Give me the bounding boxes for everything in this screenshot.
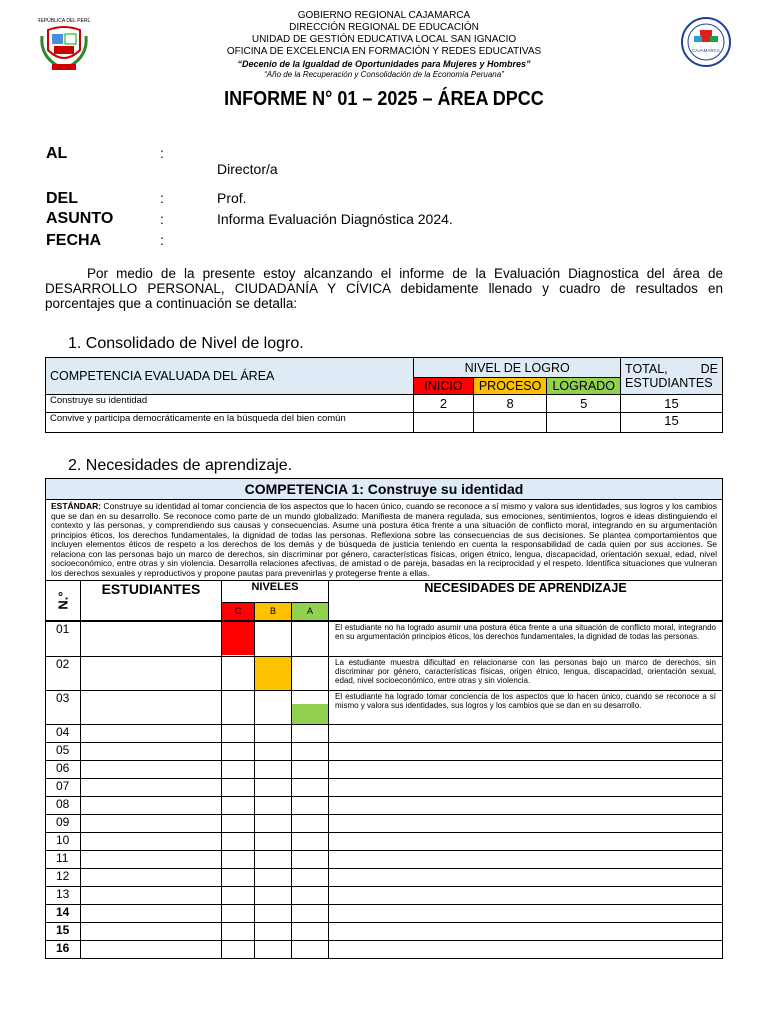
level-c-cell[interactable] — [222, 923, 255, 941]
competencia-cell: Construye su identidad — [46, 395, 414, 413]
level-c-cell[interactable] — [222, 851, 255, 869]
header-total-estudiantes: TOTAL, DE ESTUDIANTES — [621, 358, 723, 395]
row-number: 05 — [46, 743, 81, 761]
learning-needs-table — [45, 478, 723, 959]
level-c-cell[interactable] — [222, 905, 255, 923]
logrado-cell: 5 — [547, 395, 621, 413]
level-a-cell[interactable] — [292, 797, 329, 815]
level-b-cell[interactable] — [255, 833, 292, 851]
level-b-marker — [255, 657, 291, 690]
row-number: 08 — [46, 797, 81, 815]
header-estudiantes: ESTUDIANTES — [81, 581, 222, 621]
row-number: 01 — [46, 621, 81, 657]
intro-paragraph: Por medio de la presente estoy alcanzando el informe de la Evaluación Diagnostica del área de DESARROLLO PERSONAL, CIUDADANÍA Y CÍVICA debidamente llenado y cuadro de resultados en porcentajes que a continuación se detalla: — [45, 266, 723, 311]
header-line: OFICINA DE EXCELENCIA EN FORMACIÓN Y REDES EDUCATIVAS — [226, 46, 542, 57]
level-c-cell[interactable] — [222, 869, 255, 887]
table-row — [46, 743, 723, 761]
field-value-al: Director/a — [217, 161, 278, 177]
field-label-fecha: FECHA — [46, 232, 102, 249]
student-name-cell[interactable] — [81, 797, 222, 815]
student-name-cell[interactable] — [81, 691, 222, 725]
level-b-cell[interactable] — [255, 621, 292, 657]
row-number: 09 — [46, 815, 81, 833]
level-a-cell[interactable] — [292, 851, 329, 869]
level-a-marker — [292, 704, 328, 724]
row-number: 02 — [46, 657, 81, 691]
table-row — [46, 923, 723, 941]
header-competencia: COMPETENCIA EVALUADA DEL ÁREA — [46, 358, 414, 395]
student-name-cell[interactable] — [81, 725, 222, 743]
level-a-cell[interactable] — [292, 691, 329, 725]
student-name-cell[interactable] — [81, 743, 222, 761]
student-name-cell[interactable] — [81, 923, 222, 941]
field-colon: : — [160, 211, 164, 227]
competencia-cell: Convive y participa democráticamente en la búsqueda del bien común — [46, 413, 414, 433]
level-a-cell[interactable] — [292, 815, 329, 833]
table-row — [46, 833, 723, 851]
row-number: 07 — [46, 779, 81, 797]
level-c-cell[interactable] — [222, 887, 255, 905]
field-colon: : — [160, 145, 164, 161]
estandar-text: Construye su identidad al tomar conciencia de los aspectos que lo hacen único, cuando se reconoce a sí mismo y valora sus identidades, sus logros y los cambios que se dan en su desarrollo. Se reconoce como parte de un mundo globalizado. Manifiesta de manera regulada, sus emociones, sentimientos, logros e ideas distinguiendo el contexto y las personas, y comprendiendo sus causas y consecuencias. Asume una postura ética frente a una situación de conflicto moral, integrando en su argumentación principios éticos, los derechos fundamentales, la dignidad de todas las personas. Reflexiona sobre las consecuencias de sus decisiones. Se plantea comportamientos que incluyen elementos éticos de respeto a los derechos de los demás y de búsqueda de justicia teniendo en cuenta la responsabilidad de cada quien por sus acciones. Se relaciona con las personas bajo un marco de derechos, sin discriminar por género, características físicas, origen étnico, lengua, discapacidad, orientación sexual, edad, nivel socioeconómico, entre otras y sin violencia. Desarrolla relaciones afectivas, de amistad o de pareja, basadas en la reciprocidad y el respeto. Identifica situaciones que vulneran los derechos sexuales y reproductivos y propone pautas para prevenirlas y protegerse frente a ellas. — [51, 501, 717, 578]
header-line: DIRECCIÓN REGIONAL DE EDUCACIÓN — [289, 22, 479, 33]
header-proceso: PROCESO — [473, 378, 547, 395]
learning-need-cell — [329, 833, 723, 851]
level-c-cell[interactable] — [222, 657, 255, 691]
level-b-cell[interactable] — [255, 691, 292, 725]
table-row — [46, 395, 723, 413]
student-name-cell[interactable] — [81, 833, 222, 851]
table-row — [46, 797, 723, 815]
student-name-cell[interactable] — [81, 941, 222, 959]
table-row — [46, 725, 723, 743]
logrado-cell — [547, 413, 621, 433]
level-b-cell[interactable] — [255, 797, 292, 815]
level-c-cell[interactable] — [222, 833, 255, 851]
level-a-cell[interactable] — [292, 725, 329, 743]
row-number: 13 — [46, 887, 81, 905]
level-b-cell[interactable] — [255, 851, 292, 869]
section-heading-consolidado: 1. Consolidado de Nivel de logro. — [68, 335, 304, 352]
header-necesidades: NECESIDADES DE APRENDIZAJE — [329, 581, 723, 621]
table-row — [46, 413, 723, 433]
achievement-summary-table — [45, 357, 723, 433]
level-b-cell[interactable] — [255, 869, 292, 887]
total-cell: 15 — [621, 413, 723, 433]
row-number: 14 — [46, 905, 81, 923]
inicio-cell — [414, 413, 474, 433]
row-number: 06 — [46, 761, 81, 779]
level-b-cell[interactable] — [255, 923, 292, 941]
learning-need-cell: La estudiante muestra dificultad en relacionarse con las personas bajo un marco de derechos, sin discriminar por género, características físicas, origen étnico, lengua, discapacidad, orientación sexual, edad, nivel socioeconómico, entre otras y sin violencia. — [329, 657, 723, 691]
level-c-marker — [222, 622, 254, 655]
level-c-cell[interactable] — [222, 743, 255, 761]
level-a-cell[interactable] — [292, 869, 329, 887]
student-name-cell[interactable] — [81, 887, 222, 905]
competencia-title: COMPETENCIA 1: Construye su identidad — [46, 479, 723, 500]
student-name-cell[interactable] — [81, 621, 222, 657]
header-logrado: LOGRADO — [547, 378, 621, 395]
student-name-cell[interactable] — [81, 779, 222, 797]
table-row — [46, 869, 723, 887]
level-c-cell[interactable] — [222, 691, 255, 725]
learning-need-cell — [329, 779, 723, 797]
learning-need-cell — [329, 851, 723, 869]
inicio-cell: 2 — [414, 395, 474, 413]
level-a-cell[interactable] — [292, 833, 329, 851]
level-a-cell[interactable] — [292, 779, 329, 797]
row-number: 16 — [46, 941, 81, 959]
header-level-b: B — [255, 603, 292, 621]
level-a-cell[interactable] — [292, 905, 329, 923]
level-a-cell[interactable] — [292, 743, 329, 761]
learning-need-cell — [329, 941, 723, 959]
row-number: 15 — [46, 923, 81, 941]
learning-need-cell — [329, 725, 723, 743]
level-a-cell[interactable] — [292, 761, 329, 779]
row-number: 12 — [46, 869, 81, 887]
level-b-cell[interactable] — [255, 905, 292, 923]
total-cell: 15 — [621, 395, 723, 413]
student-name-cell[interactable] — [81, 657, 222, 691]
header-level-a: A — [292, 603, 329, 621]
learning-need-cell — [329, 869, 723, 887]
table-row — [46, 941, 723, 959]
field-colon: : — [160, 232, 164, 248]
estandar-label: ESTÁNDAR: — [51, 501, 102, 511]
student-name-cell[interactable] — [81, 851, 222, 869]
svg-text:CAJAMARCA: CAJAMARCA — [692, 48, 720, 53]
learning-need-cell — [329, 743, 723, 761]
proceso-cell: 8 — [473, 395, 547, 413]
table-row — [46, 621, 723, 657]
learning-need-cell — [329, 923, 723, 941]
field-colon: : — [160, 190, 164, 206]
field-label-del: DEL — [46, 190, 78, 207]
learning-need-cell: El estudiante ha logrado tomar conciencia de los aspectos que lo hacen único, cuando se reconoce a sí mismo y valora sus identidades, sus logros y los cambios que se dan en su desarrollo. — [329, 691, 723, 725]
level-b-cell[interactable] — [255, 815, 292, 833]
row-number: 03 — [46, 691, 81, 725]
learning-need-cell — [329, 761, 723, 779]
table-row — [46, 815, 723, 833]
table-row — [46, 851, 723, 869]
level-b-cell[interactable] — [255, 743, 292, 761]
learning-need-cell — [329, 905, 723, 923]
level-a-cell[interactable] — [292, 621, 329, 657]
table-row — [46, 779, 723, 797]
level-a-cell[interactable] — [292, 941, 329, 959]
level-c-cell[interactable] — [222, 779, 255, 797]
header-line: UNIDAD DE GESTIÓN EDUCATIVA LOCAL SAN IGNACIO — [251, 34, 517, 45]
table-row — [46, 657, 723, 691]
field-label-asunto: ASUNTO — [46, 210, 114, 227]
estandar-description — [46, 500, 723, 581]
table-row — [46, 887, 723, 905]
header-inicio: INICIO — [414, 378, 474, 395]
level-c-cell[interactable] — [222, 797, 255, 815]
student-name-cell[interactable] — [81, 869, 222, 887]
student-name-cell[interactable] — [81, 905, 222, 923]
svg-text:REPÚBLICA DEL PERÚ: REPÚBLICA DEL PERÚ — [38, 18, 90, 24]
institution-header — [0, 10, 768, 79]
level-b-cell[interactable] — [255, 657, 292, 691]
header-nivel-logro: NIVEL DE LOGRO — [414, 358, 621, 378]
header-num: N.° — [46, 581, 81, 621]
proceso-cell — [473, 413, 547, 433]
level-c-cell[interactable] — [222, 621, 255, 657]
header-year-name: “Año de la Recuperación y Consolidación de la Economía Peruana” — [264, 70, 504, 79]
level-a-cell[interactable] — [292, 887, 329, 905]
header-niveles: NIVELES — [222, 581, 329, 603]
header-line: GOBIERNO REGIONAL CAJAMARCA — [297, 10, 471, 21]
table-row — [46, 691, 723, 725]
learning-need-cell: El estudiante no ha logrado asumir una postura ética frente a una situación de conflicto moral, integrando en su argumentación principios éticos, los derechos fundamentales, la dignidad de todas las personas. — [329, 621, 723, 657]
header-level-c: C — [222, 603, 255, 621]
section-heading-necesidades: 2. Necesidades de aprendizaje. — [68, 457, 293, 474]
level-b-cell[interactable] — [255, 941, 292, 959]
level-c-cell[interactable] — [222, 725, 255, 743]
table-row — [46, 905, 723, 923]
level-a-cell[interactable] — [292, 657, 329, 691]
report-title: INFORME N° 01 – 2025 – ÁREA DPCC — [224, 88, 544, 110]
level-c-cell[interactable] — [222, 941, 255, 959]
student-name-cell[interactable] — [81, 815, 222, 833]
level-b-cell[interactable] — [255, 725, 292, 743]
learning-need-cell — [329, 887, 723, 905]
field-label-al: AL — [46, 145, 68, 162]
table-row — [46, 761, 723, 779]
row-number: 11 — [46, 851, 81, 869]
level-b-cell[interactable] — [255, 887, 292, 905]
learning-need-cell — [329, 815, 723, 833]
students-rows — [46, 621, 723, 959]
learning-need-cell — [329, 797, 723, 815]
row-number: 10 — [46, 833, 81, 851]
level-c-cell[interactable] — [222, 761, 255, 779]
level-b-cell[interactable] — [255, 761, 292, 779]
level-b-cell[interactable] — [255, 779, 292, 797]
student-name-cell[interactable] — [81, 761, 222, 779]
level-c-cell[interactable] — [222, 815, 255, 833]
field-value-del: Prof. — [217, 190, 247, 206]
field-value-asunto: Informa Evaluación Diagnóstica 2024. — [217, 211, 453, 227]
header-motto: “Decenio de la Igualdad de Oportunidades para Mujeres y Hombres” — [237, 59, 531, 69]
level-a-cell[interactable] — [292, 923, 329, 941]
row-number: 04 — [46, 725, 81, 743]
